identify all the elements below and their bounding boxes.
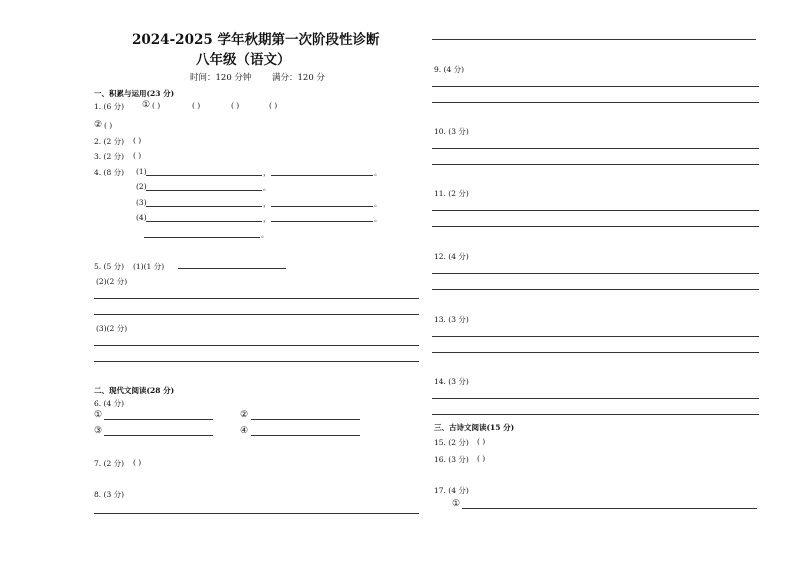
answer-line[interactable] — [432, 273, 759, 274]
sub-item-5-1: (1)(1 分) — [133, 262, 165, 271]
question-4-label: 4. (8 分) — [94, 168, 125, 177]
sub-item-5-3: (3)(2 分) — [96, 324, 128, 333]
answer-line[interactable] — [432, 210, 759, 211]
answer-line[interactable] — [144, 237, 260, 238]
circled-number-1: ① — [452, 499, 461, 509]
answer-line[interactable] — [271, 206, 373, 207]
sub-item-3: (3) — [136, 198, 147, 207]
question-13-label: 13. (3 分) — [434, 315, 469, 324]
question-1-label: 1. (6 分) — [94, 102, 125, 111]
circled-number-1: ① — [94, 410, 103, 420]
question-2-label: 2. (2 分) — [94, 137, 125, 146]
question-16-label: 16. (3 分) — [434, 455, 469, 464]
answer-line[interactable] — [94, 513, 419, 514]
section-2-heading: 二、现代文阅读(28 分) — [94, 386, 175, 395]
question-10-label: 10. (3 分) — [434, 127, 469, 136]
answer-line[interactable] — [271, 175, 373, 176]
circled-number-1: ① — [142, 100, 151, 110]
answer-line[interactable] — [432, 336, 759, 337]
answer-line[interactable] — [146, 206, 262, 207]
answer-line[interactable] — [432, 148, 759, 149]
answer-line[interactable] — [432, 398, 759, 399]
sub-item-2: (2) — [136, 182, 147, 191]
answer-paren[interactable]: ( ) — [477, 437, 486, 446]
punctuation: 。 — [374, 214, 382, 223]
circled-number-2: ② — [240, 410, 249, 420]
punctuation: ， — [263, 214, 271, 223]
answer-line[interactable] — [94, 314, 419, 315]
exam-time: 时间：120 分钟 — [190, 73, 252, 83]
circled-number-2: ② — [94, 120, 103, 130]
answer-paren[interactable]: ( ) — [152, 101, 161, 110]
answer-line[interactable] — [94, 361, 419, 362]
answer-line[interactable] — [104, 435, 213, 436]
answer-line[interactable] — [146, 190, 262, 191]
punctuation: 。 — [263, 183, 271, 192]
question-15-label: 15. (2 分) — [434, 438, 469, 447]
question-8-label: 8. (3 分) — [94, 490, 125, 499]
answer-line[interactable] — [146, 221, 262, 222]
answer-paren[interactable]: ( ) — [231, 101, 240, 110]
answer-paren[interactable]: ( ) — [477, 454, 486, 463]
answer-line[interactable] — [94, 345, 419, 346]
answer-paren[interactable]: ( ) — [269, 101, 278, 110]
answer-line[interactable] — [432, 39, 756, 40]
punctuation: 。 — [261, 230, 269, 239]
question-12-label: 12. (4 分) — [434, 252, 469, 261]
question-5-label: 5. (5 分) — [94, 262, 125, 271]
answer-paren[interactable]: ( ) — [133, 151, 142, 160]
answer-line[interactable] — [432, 86, 759, 87]
exam-subtitle: 八年级（语文） — [196, 52, 291, 68]
exam-score: 满分：120 分 — [272, 73, 325, 83]
answer-paren[interactable]: ( ) — [133, 136, 142, 145]
answer-paren[interactable]: ( ) — [192, 101, 201, 110]
circled-number-4: ④ — [240, 426, 249, 436]
exam-title: 2024-2025 学年秋期第一次阶段性诊断 — [132, 32, 380, 48]
answer-line[interactable] — [104, 419, 213, 420]
answer-line[interactable] — [178, 268, 286, 269]
answer-line[interactable] — [432, 164, 759, 165]
punctuation: 。 — [374, 199, 382, 208]
answer-line[interactable] — [251, 435, 360, 436]
punctuation: ， — [263, 168, 271, 177]
section-3-heading: 三、古诗文阅读(15 分) — [434, 423, 515, 432]
sub-item-5-2: (2)(2 分) — [96, 277, 128, 286]
question-14-label: 14. (3 分) — [434, 377, 469, 386]
punctuation: ， — [263, 199, 271, 208]
punctuation: 。 — [374, 168, 382, 177]
question-9-label: 9. (4 分) — [434, 65, 465, 74]
question-7-label: 7. (2 分) — [94, 459, 125, 468]
circled-number-3: ③ — [94, 426, 103, 436]
question-11-label: 11. (2 分) — [434, 189, 469, 198]
sub-item-1: (1) — [136, 167, 147, 176]
answer-line[interactable] — [94, 298, 419, 299]
question-6-label: 6. (4 分) — [94, 399, 125, 408]
question-3-label: 3. (2 分) — [94, 152, 125, 161]
answer-line[interactable] — [432, 226, 759, 227]
answer-paren[interactable]: ( ) — [104, 121, 113, 130]
answer-line[interactable] — [271, 221, 373, 222]
answer-line[interactable] — [432, 289, 759, 290]
question-17-label: 17. (4 分) — [434, 486, 469, 495]
answer-line[interactable] — [462, 508, 757, 509]
answer-line[interactable] — [432, 414, 759, 415]
section-1-heading: 一、积累与运用(23 分) — [94, 89, 175, 98]
answer-line[interactable] — [432, 352, 759, 353]
sub-item-4: (4) — [136, 213, 147, 222]
answer-paren[interactable]: ( ) — [133, 458, 142, 467]
answer-line[interactable] — [251, 419, 360, 420]
answer-line[interactable] — [146, 175, 262, 176]
answer-line[interactable] — [432, 102, 759, 103]
